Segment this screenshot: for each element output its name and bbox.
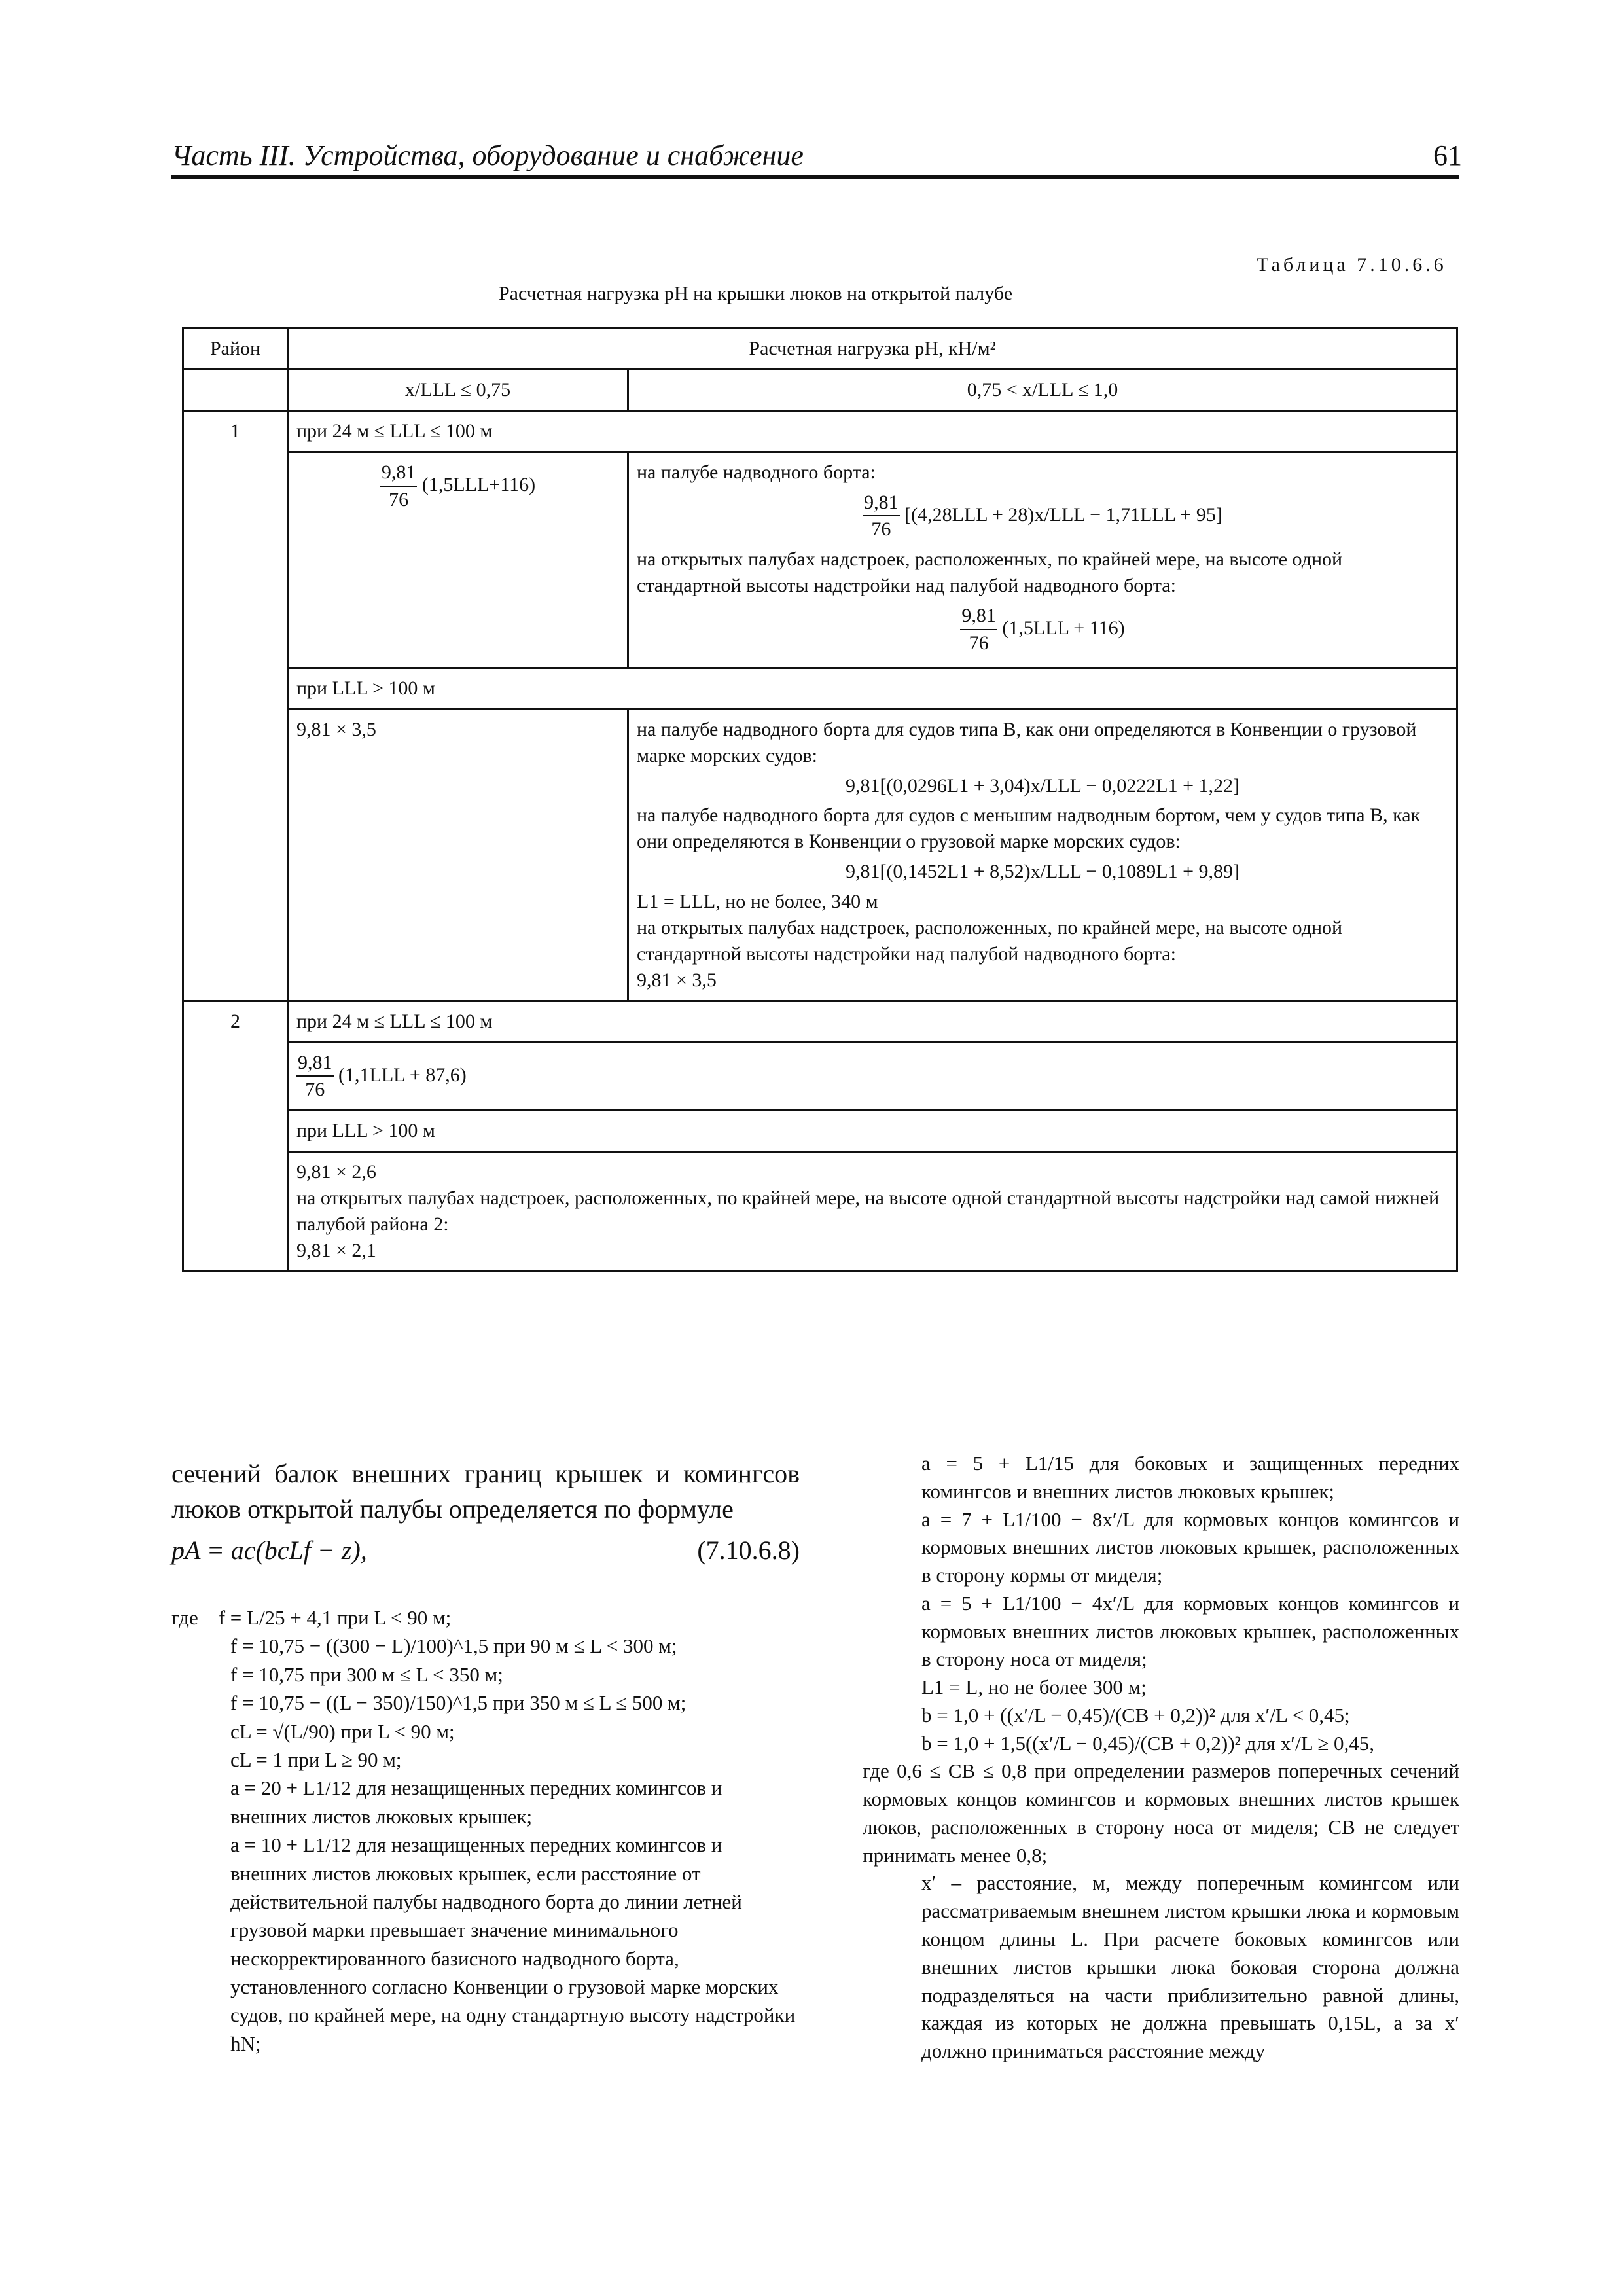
text: на открытых палубах надстроек, расположенных, по крайней мере, на высоте одной стандартной высоты надстройки над палубой надводного борта:: [637, 548, 1343, 597]
text: на палубе надводного борта:: [637, 461, 876, 483]
region-1: 1: [183, 410, 288, 1001]
text: 9,81 × 2,6: [296, 1161, 376, 1183]
r2-formula-cell: $\frac{9,81}{76}$ (1,1LLL + 87,6): [288, 1042, 1457, 1111]
formula: 9,81[(0,1452L1 + 8,52)x/LLL − 0,1089L1 + 9,89]: [845, 861, 1240, 883]
region-2: 2: [183, 1001, 288, 1271]
r1-formula-cell: [288, 452, 628, 668]
formula-text: (1,1LLL + 87,6): [338, 1064, 467, 1086]
def-l1: L1 = L, но не более 300 м;: [921, 1676, 1147, 1699]
subheader-2: 0,75 < x/LLL ≤ 1,0: [628, 369, 1457, 410]
r2-condition-1: при 24 м ≤ LLL ≤ 100 м: [288, 1001, 1457, 1042]
text: на открытых палубах надстроек, расположенных, по крайней мере, на высоте одной стандартной высоты надстройки над самой нижней палубой района 2:: [296, 1187, 1440, 1236]
def-f1: где f = L/25 + 4,1 при L < 90 м;: [171, 1606, 452, 1629]
text: на палубе надводного борта для судов типа B, как они определяются в Конвенции о грузовой марке морских судов:: [637, 718, 1417, 766]
definitions-left: [171, 1604, 800, 2058]
running-header-title: Часть III. Устройства, оборудование и снабжение: [171, 139, 804, 171]
equation-number: (7.10.6.8): [697, 1535, 800, 1565]
def-a3: a = 5 + L1/15 для боковых и защищенных передних комингсов и внешних листов люковых крышек;: [921, 1452, 1459, 1503]
header-load: Расчетная нагрузка pH, кН/м²: [288, 329, 1457, 370]
formula-text: (1,5LLL+116): [421, 473, 536, 495]
r1-condition-2: при LLL > 100 м: [288, 668, 1457, 709]
def-a2: a = 10 + L1/12 для незащищенных передних комингсов и внешних листов люковых крышек, если расстояние от действительной палубы надводного борта до линии летней грузовой марки превышает значение минимального нескорректированного базисного надводного борта, установленного согласно Конвенции о грузовой марке морских судов, по крайней мере, на одну стандартную высоту надстройки hN;: [230, 1833, 796, 2055]
subheader-1: x/LLL ≤ 0,75: [288, 369, 628, 410]
r1-value-2: 9,81 × 3,5: [288, 709, 628, 1001]
intro-paragraph: сечений балок внешних границ крышек и комингсов люков открытой палубы определяется по формуле: [171, 1459, 800, 1524]
text: на открытых палубах надстроек, расположенных, по крайней мере, на высоте одной стандартной высоты надстройки над палубой надводного борта:: [637, 917, 1343, 965]
def-b1: b = 1,0 + ((x′/L − 0,45)/(CB + 0,2))² для x′/L < 0,45;: [921, 1703, 1350, 1727]
page-number: 61: [1433, 139, 1462, 171]
header-region: Район: [183, 329, 288, 370]
def-f4: f = 10,75 − ((L − 350)/150)^1,5 при 350 м ≤ L ≤ 500 м;: [230, 1691, 687, 1715]
r2-condition-2: при LLL > 100 м: [288, 1111, 1457, 1152]
def-a4: a = 7 + L1/100 − 8x′/L для кормовых концов комингсов и кормовых внешних листов люковых крышек, расположенных в сторону кормы от миделя;: [921, 1507, 1459, 1587]
text: 9,81 × 3,5: [637, 969, 717, 991]
def-f2: f = 10,75 − ((300 − L)/100)^1,5 при 90 м ≤ L < 300 м;: [230, 1634, 677, 1658]
r2-text-cell: [288, 1152, 1457, 1272]
main-equation: pA = ac(bcLf − z), (7.10.6.8): [171, 1535, 800, 1565]
def-c1: cL = √(L/90) при L < 90 м;: [230, 1719, 455, 1743]
text: L1 = LLL, но не более, 340 м: [637, 891, 878, 913]
text: 9,81 × 2,1: [296, 1239, 376, 1261]
r1-condition-1: при 24 м ≤ LLL ≤ 100 м: [288, 410, 1457, 452]
formula: $\frac{9,81}{76}$ (1,5LLL + 116): [637, 603, 1448, 656]
formula: $\frac{9,81}{76}$ [(4,28LLL + 28)x/LLL − 1,71LLL + 95]: [637, 490, 1448, 543]
definitions-right: [863, 1450, 1459, 2066]
def-a5: a = 5 + L1/100 − 4x′/L для кормовых концов комингсов и кормовых внешних листов люковых крышек, расположенных в сторону носа от миделя;: [921, 1591, 1459, 1671]
def-f3: f = 10,75 при 300 м ≤ L < 350 м;: [230, 1662, 503, 1686]
def-cb: где 0,6 ≤ CB ≤ 0,8 при определении размеров поперечных сечений кормовых концов комингсов и кормовых внешних листов крышек люков, расположенных в сторону носа от миделя; CB не следует принимать менее 0,8;: [863, 1759, 1459, 1867]
text: на палубе надводного борта для судов с меньшим надводным бортом, чем у судов типа B, как они определяются в Конвенции о грузовой марке морских судов:: [637, 804, 1421, 853]
table-label: Таблица 7.10.6.6: [1257, 254, 1447, 276]
def-b2: b = 1,0 + 1,5((x′/L − 0,45)/(CB + 0,2))² для x′/L ≥ 0,45,: [921, 1731, 1375, 1755]
r1-formula-cell-2: [628, 452, 1457, 668]
def-a1: a = 20 + L1/12 для незащищенных передних комингсов и внешних листов люковых крышек;: [230, 1776, 722, 1828]
header-rule: [171, 175, 1459, 179]
formula: 9,81[(0,0296L1 + 3,04)x/LLL − 0,0222L1 + 1,22]: [845, 774, 1240, 797]
table-caption: Расчетная нагрузка pH на крышки люков на открытой палубе: [499, 283, 1013, 304]
def-xp: x′ – расстояние, м, между поперечным комингсом или рассматриваемым внешнем листом крышки люка и кормовым концом длины L. При расчете боковых комингсов или внешних листов крышки люка боковая сторона должна подразделяться на части приблизительно равной длины, каждая из которых не должна превышать 0,15L, а за x′ должно приниматься расстояние между: [921, 1871, 1459, 2063]
empty-cell: [183, 369, 288, 410]
def-c2: cL = 1 при L ≥ 90 м;: [230, 1748, 402, 1771]
fraction: $\frac{9,81}{76}$: [380, 459, 418, 513]
load-table: [182, 327, 1458, 1272]
r1-text-cell: [628, 709, 1457, 1001]
